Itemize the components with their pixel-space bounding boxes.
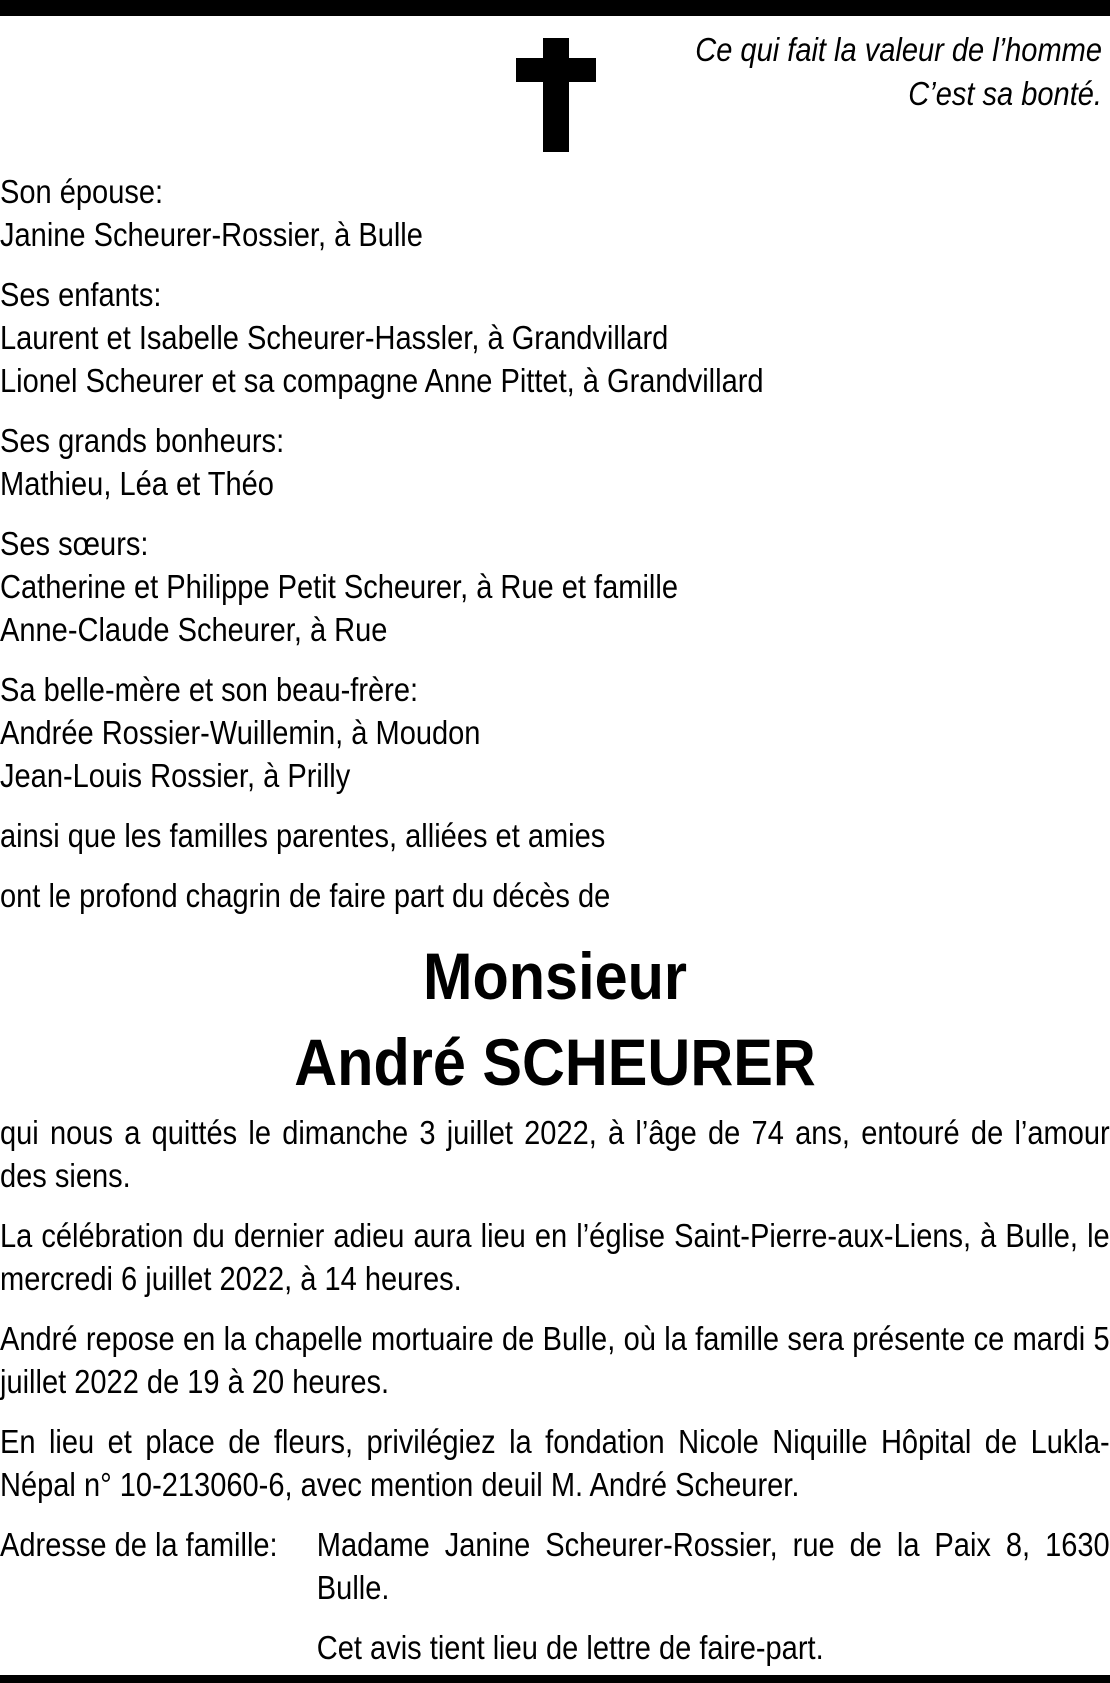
family-group-heading: Son épouse:: [0, 173, 164, 210]
family-member: Jean-Louis Rossier, à Prilly: [0, 757, 351, 794]
family-member: Mathieu, Léa et Théo: [0, 465, 274, 502]
family-group-spouse: [0, 170, 1110, 256]
relatives-text: ainsi que les familles parentes, alliées et amies: [0, 817, 606, 854]
family-group-heading: Sa belle-mère et son beau-frère:: [0, 671, 419, 708]
address-value: Madame Janine Scheurer-Rossier, rue de la Paix 8, 1630 Bulle.: [316, 1526, 1110, 1606]
obituary-content: [0, 170, 1110, 1669]
paragraph-text: qui nous a quittés le dimanche 3 juillet 2022, à l’âge de 74 ans, entouré de l’amour des siens.: [0, 1114, 1110, 1194]
family-group-in-laws: [0, 668, 1110, 797]
relatives-line: [0, 814, 1110, 857]
epigraph-line-2: C’est sa bonté.: [908, 75, 1102, 112]
family-group-children: [0, 273, 1110, 402]
paragraph-text: La célébration du dernier adieu aura lieu en l’église Saint-Pierre-aux-Liens, à Bulle, le mercredi 6 juillet 2022, à 14 heures.: [0, 1217, 1110, 1297]
epigraph-line-1: Ce qui fait la valeur de l’homme: [695, 31, 1102, 68]
family-group-heading: Ses enfants:: [0, 276, 162, 313]
family-member: Janine Scheurer-Rossier, à Bulle: [0, 216, 423, 253]
announcement-line: [0, 874, 1110, 917]
paragraph-death-date: [0, 1111, 1110, 1197]
family-member: Anne-Claude Scheurer, à Rue: [0, 611, 388, 648]
family-group-sisters: [0, 522, 1110, 651]
bottom-border-rule: [0, 1675, 1110, 1683]
family-group-heading: Ses grands bonheurs:: [0, 422, 285, 459]
deceased-full-name: André SCHEURER: [294, 1025, 816, 1099]
family-member: Catherine et Philippe Petit Scheurer, à Rue et famille: [0, 568, 678, 605]
family-group-grandchildren: [0, 419, 1110, 505]
family-member: Andrée Rossier-Wuillemin, à Moudon: [0, 714, 481, 751]
deceased-name: [0, 933, 1110, 1105]
address-label: Adresse de la famille:: [0, 1526, 278, 1563]
family-group-heading: Ses sœurs:: [0, 525, 149, 562]
family-member: Lionel Scheurer et sa compagne Anne Pittet, à Grandvillard: [0, 362, 764, 399]
cross-icon: [516, 38, 596, 152]
paragraph-viewing: [0, 1317, 1110, 1403]
family-address: [0, 1523, 1110, 1609]
family-list: [0, 170, 1110, 917]
top-border-rule: [0, 0, 1110, 16]
announcement-text: ont le profond chagrin de faire part du décès de: [0, 877, 611, 914]
deceased-salutation: Monsieur: [422, 939, 688, 1013]
notice-text: Cet avis tient lieu de lettre de faire-part.: [316, 1629, 824, 1666]
paragraph-donation: [0, 1420, 1110, 1506]
paragraph-text: André repose en la chapelle mortuaire de Bulle, où la famille sera présente ce mardi 5 juillet 2022 de 19 à 20 heures.: [0, 1320, 1110, 1400]
family-member: Laurent et Isabelle Scheurer-Hassler, à Grandvillard: [0, 319, 669, 356]
epigraph: [609, 28, 1102, 116]
paragraph-ceremony: [0, 1214, 1110, 1300]
paragraph-text: En lieu et place de fleurs, privilégiez la fondation Nicole Niquille Hôpital de Lukla-Népal n° 10-213060-6, avec mention deuil M. André Scheurer.: [0, 1423, 1110, 1503]
